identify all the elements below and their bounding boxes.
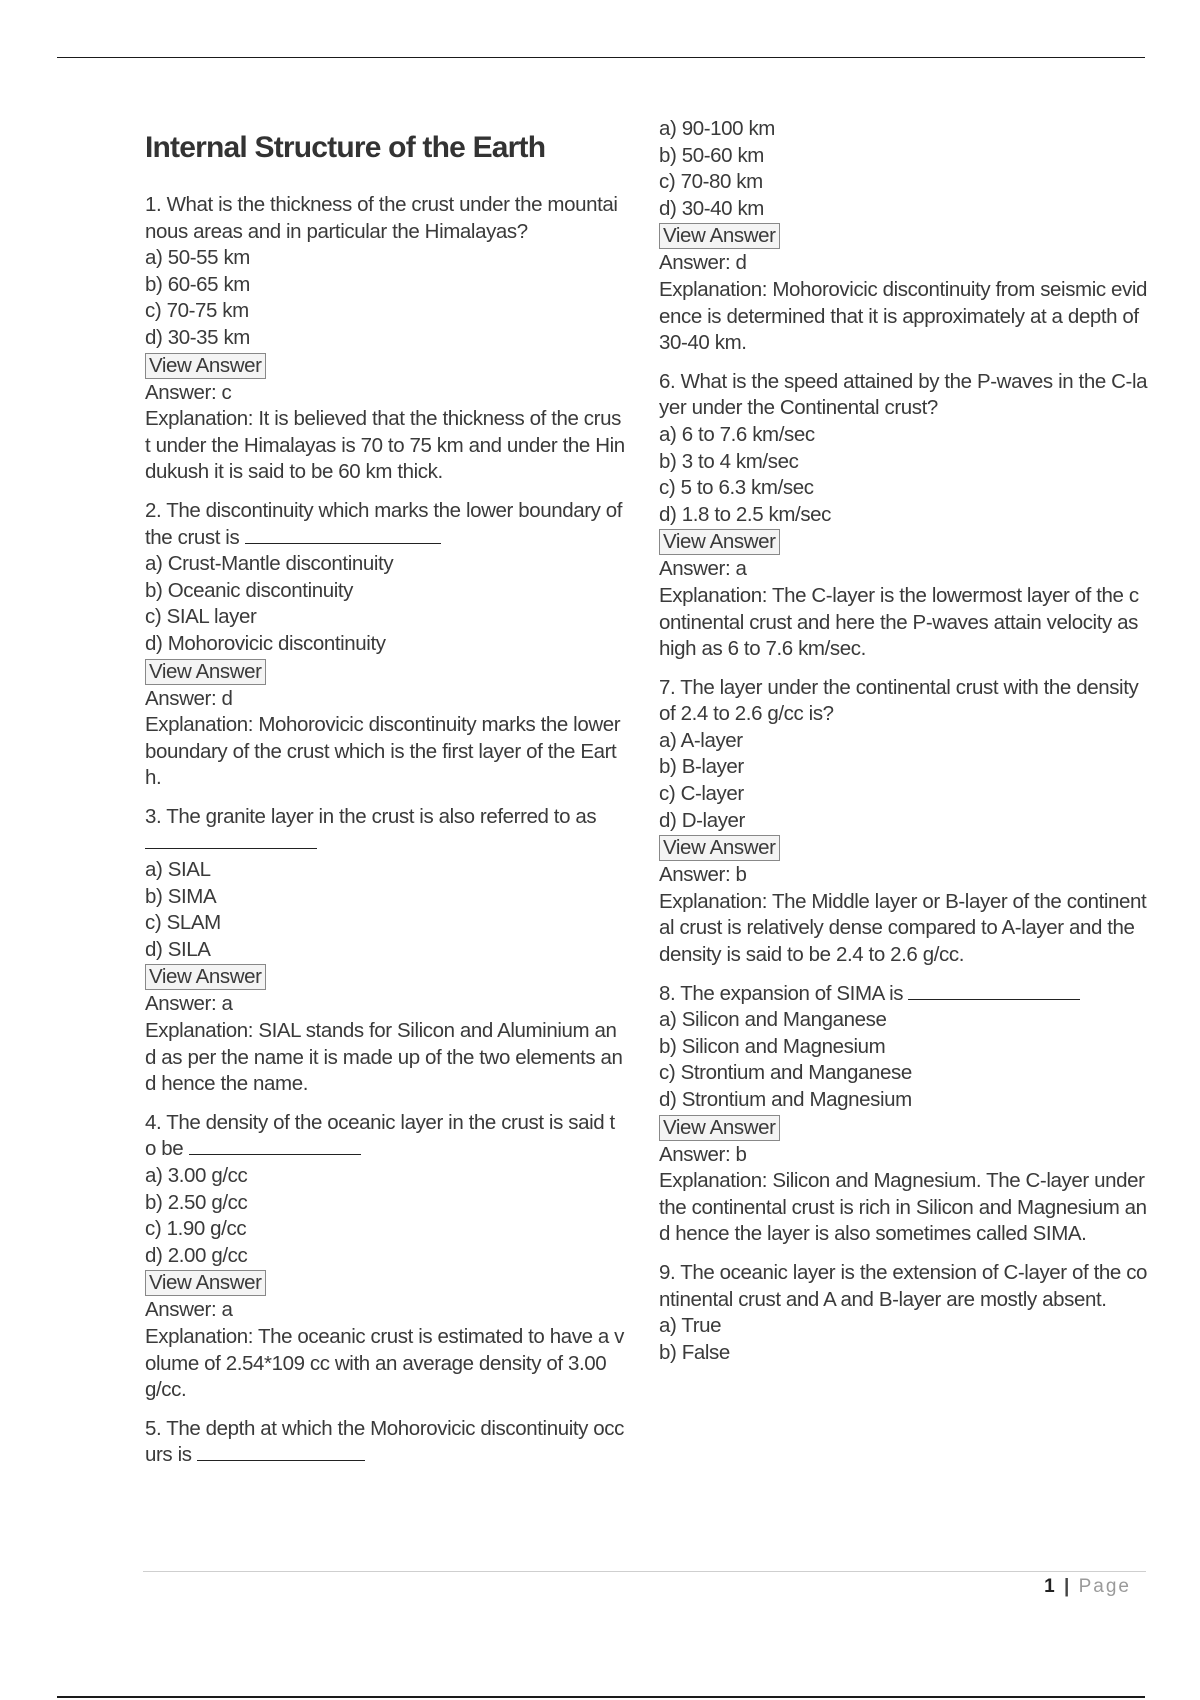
- explanation-text: Explanation: The C-layer is the lowermost layer of the continental crust and here the P-waves attain velocity as high as 6 to 7.6 km/sec.: [659, 583, 1139, 661]
- question-8: [659, 981, 1149, 1248]
- option-b: b) 50-60 km: [659, 143, 764, 167]
- explanation-text: Explanation: It is believed that the thickness of the crust under the Himalayas is 70 to 75 km and under the Hindukush it is said to be 60 km thick.: [145, 407, 625, 484]
- option-c: c) Strontium and Manganese: [659, 1061, 912, 1085]
- option-c: c) C-layer: [659, 782, 744, 806]
- option-b: b) Oceanic discontinuity: [145, 578, 354, 602]
- answer-blank: [189, 1136, 361, 1155]
- page-label: Page: [1078, 1576, 1131, 1597]
- page-number: 1: [1044, 1576, 1057, 1597]
- answer-blank: [245, 525, 441, 544]
- option-a: a) 3.00 g/cc: [145, 1164, 248, 1187]
- question-text: 8. The expansion of SIMA is: [659, 981, 1149, 1008]
- question-text: 9. The oceanic layer is the extension of C-layer of the continental crust and A and B-layer are mostly absent.: [659, 1260, 1148, 1311]
- option-d: d) 30-40 km: [659, 196, 764, 220]
- explanation-text: Explanation: Silicon and Magnesium. The C-layer under the continental crust is rich in Silicon and Magnesium and hence the layer is also sometimes called SIMA.: [659, 1169, 1147, 1246]
- option-d: d) 1.8 to 2.5 km/sec: [659, 502, 832, 526]
- option-c: c) 1.90 g/cc: [145, 1217, 247, 1241]
- option-b: b) B-layer: [659, 755, 744, 779]
- footer-rule: [143, 1571, 1146, 1572]
- view-answer-button[interactable]: View Answer: [659, 835, 780, 861]
- explanation-text: Explanation: The oceanic crust is estimated to have a volume of 2.54*109 cc with an average density of 3.00 g/cc.: [145, 1324, 625, 1402]
- page-footer: [1044, 1576, 1131, 1598]
- option-d: d) SILA: [145, 937, 211, 961]
- view-answer-button[interactable]: View Answer: [145, 659, 266, 685]
- option-a: a) 90-100 km: [659, 117, 775, 140]
- view-answer-button[interactable]: View Answer: [659, 223, 780, 249]
- view-answer-button[interactable]: View Answer: [145, 1270, 266, 1296]
- explanation-text: Explanation: Mohorovicic discontinuity from seismic evidence is determined that it is approximately at a depth of 30-40 km.: [659, 277, 1148, 355]
- option-c: c) 70-75 km: [145, 299, 249, 323]
- header-rule: [57, 57, 1145, 58]
- answer-text: Answer: d: [145, 686, 233, 710]
- option-c: c) SLAM: [145, 911, 221, 935]
- answer-blank: [197, 1442, 365, 1461]
- question-text: 5. The depth at which the Mohorovicic discontinuity occurs is: [145, 1416, 624, 1467]
- answer-blank: [145, 830, 317, 849]
- question-4: [145, 1110, 625, 1404]
- option-d: d) Strontium and Magnesium: [659, 1088, 912, 1111]
- answer-text: Answer: b: [659, 1142, 747, 1166]
- option-a: a) Silicon and Manganese: [659, 1008, 887, 1032]
- view-answer-button[interactable]: View Answer: [145, 964, 266, 990]
- option-b: b) SIMA: [145, 884, 217, 908]
- question-text: 7. The layer under the continental crust with the density of 2.4 to 2.6 g/cc is?: [659, 675, 1139, 726]
- bottom-rule: [57, 1696, 1145, 1698]
- left-column: [145, 116, 625, 1481]
- question-2: [145, 498, 625, 792]
- answer-text: Answer: a: [145, 1298, 233, 1322]
- question-text: 1. What is the thickness of the crust under the mountainous areas and in particular the Himalayas?: [145, 193, 618, 243]
- explanation-text: Explanation: SIAL stands for Silicon and Aluminium and as per the name it is made up of the two elements and hence the name.: [145, 1019, 623, 1096]
- view-answer-button[interactable]: View Answer: [659, 1115, 780, 1141]
- answer-text: Answer: c: [145, 380, 232, 404]
- page-title: Internal Structure of the Earth: [145, 131, 546, 164]
- option-d: d) Mohorovicic discontinuity: [145, 631, 386, 655]
- view-answer-button[interactable]: View Answer: [659, 529, 780, 555]
- option-c: c) 70-80 km: [659, 170, 763, 194]
- option-d: d) 30-35 km: [145, 325, 250, 349]
- option-b: b) 60-65 km: [145, 272, 250, 296]
- answer-text: Answer: a: [659, 557, 747, 581]
- question-text: 6. What is the speed attained by the P-waves in the C-layer under the Continental crust?: [659, 369, 1148, 420]
- option-b: b) False: [659, 1340, 730, 1364]
- option-d: d) 2.00 g/cc: [145, 1243, 248, 1267]
- option-b: b) Silicon and Magnesium: [659, 1034, 886, 1058]
- answer-text: Answer: d: [659, 251, 747, 275]
- question-1: [145, 192, 625, 486]
- option-a: a) True: [659, 1314, 722, 1338]
- option-a: a) Crust-Mantle discontinuity: [145, 552, 394, 576]
- question-3: [145, 804, 625, 1098]
- question-5: [145, 1416, 625, 1469]
- option-c: c) SIAL layer: [145, 605, 257, 629]
- option-c: c) 5 to 6.3 km/sec: [659, 476, 814, 500]
- option-a: a) 6 to 7.6 km/sec: [659, 422, 815, 446]
- question-text: 2. The discontinuity which marks the lower boundary of the crust is: [145, 498, 623, 549]
- view-answer-button[interactable]: View Answer: [145, 353, 266, 379]
- question-text: 4. The density of the oceanic layer in the crust is said to be: [145, 1110, 615, 1161]
- option-a: a) 50-55 km: [145, 246, 250, 270]
- option-a: a) SIAL: [145, 858, 211, 882]
- answer-blank: [908, 981, 1080, 1000]
- right-column: [659, 116, 1149, 1378]
- option-b: b) 3 to 4 km/sec: [659, 449, 799, 473]
- footer-separator: |: [1064, 1576, 1072, 1597]
- question-5-continued: [659, 116, 1149, 357]
- explanation-text: Explanation: The Middle layer or B-layer of the continental crust is relatively dense compared to A-layer and the density is said to be 2.4 to 2.6 g/cc.: [659, 889, 1147, 967]
- option-b: b) 2.50 g/cc: [145, 1190, 248, 1214]
- answer-text: Answer: a: [145, 992, 233, 1016]
- option-a: a) A-layer: [659, 728, 743, 752]
- explanation-text: Explanation: Mohorovicic discontinuity marks the lower boundary of the crust which is the first layer of the Earth.: [145, 713, 621, 790]
- answer-text: Answer: b: [659, 863, 747, 887]
- question-9: [659, 1260, 1149, 1366]
- question-7: [659, 675, 1149, 969]
- question-6: [659, 369, 1149, 663]
- option-d: d) D-layer: [659, 808, 745, 832]
- question-text: 3. The granite layer in the crust is also referred to as: [145, 804, 625, 857]
